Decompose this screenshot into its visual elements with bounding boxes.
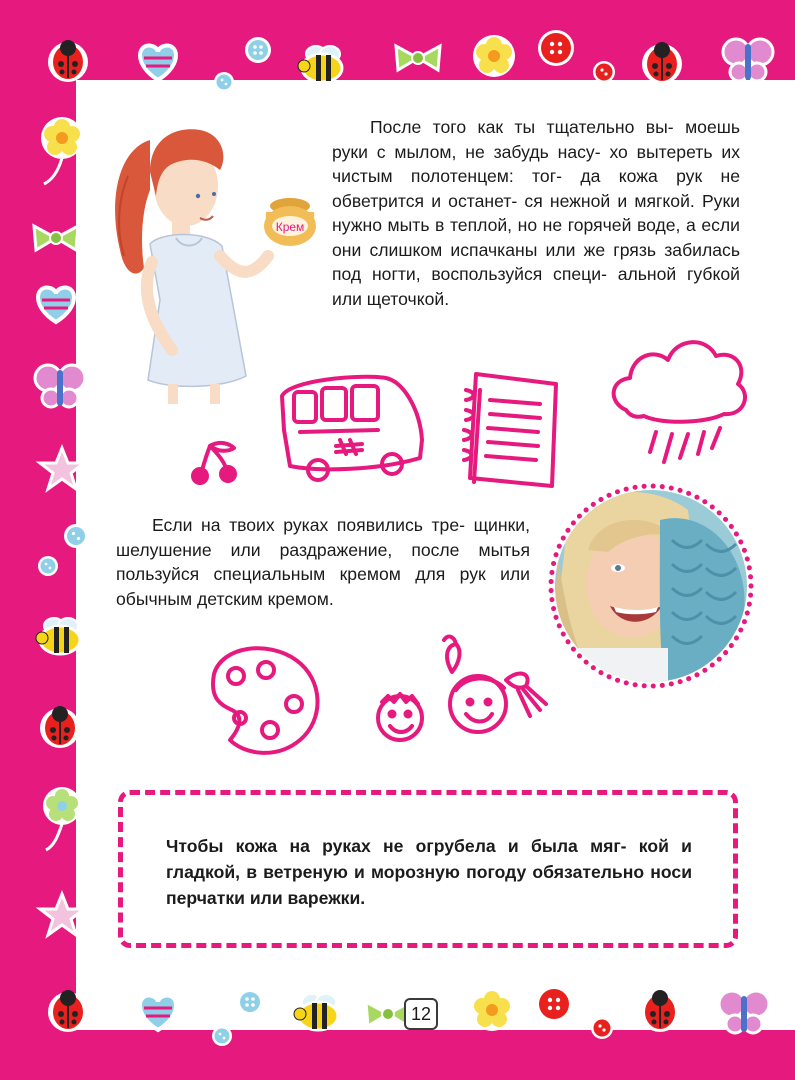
paragraph-hand-drying — [332, 115, 740, 311]
text-line: после мытья пользуйся специальным — [116, 539, 531, 584]
text-line: они слишком испачканы или же грязь — [332, 239, 657, 260]
text-line: кремом. — [267, 588, 334, 609]
girl-mitten-photo — [548, 480, 754, 692]
bus-doodle — [282, 377, 422, 480]
cherry-doodle — [193, 443, 235, 483]
jar-label: Крем — [275, 220, 305, 234]
text-line: После того как ты тщательно вы- — [370, 117, 674, 137]
smiley-girl-doodle — [444, 637, 546, 732]
text-line: обязательно носи перчатки или варежки. — [166, 862, 693, 908]
text-line: в теплой, но не горячей воде, а если — [435, 215, 740, 235]
text-line: альной губкой или щеточкой. — [332, 264, 741, 309]
notepad-doodle — [464, 374, 556, 486]
tip-text — [166, 833, 692, 911]
text-line: забилась под ногти, воспользуйся специ- — [332, 239, 740, 284]
text-line: Если на твоих руках появились тре- — [152, 515, 465, 535]
rain-cloud-doodle — [614, 342, 745, 462]
text-line: моешь руки с мылом, не забудь насу- — [332, 117, 741, 162]
text-line: щинки, шелушение или раздражение, — [116, 515, 531, 560]
text-line: хо вытереть их чистым полотенцем: тог- — [332, 141, 740, 186]
page-number: 12 — [404, 998, 438, 1030]
paragraph-cracked-skin — [116, 513, 530, 611]
text-line: да кожа рук не обветрится и останет- — [332, 166, 740, 211]
text-line: кремом для рук или обычным детским — [116, 564, 530, 609]
text-line: ся нежной и мягкой. Руки нужно мыть — [332, 190, 740, 235]
palette-doodle — [213, 648, 318, 753]
smiley-doodle — [378, 694, 422, 740]
text-line: кой и гладкой, в ветреную и морозную погоду — [166, 836, 692, 882]
text-line: Чтобы кожа на руках не огрубела и была мяг- — [166, 836, 627, 856]
